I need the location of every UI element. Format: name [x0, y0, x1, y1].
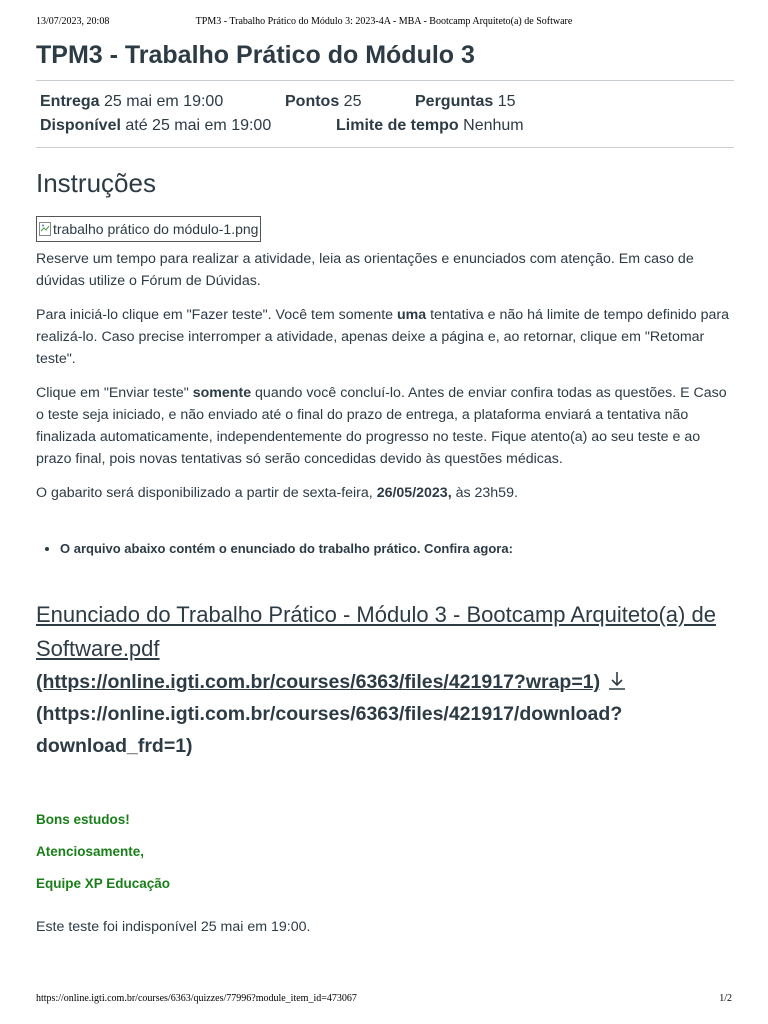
meta-limite-label: Limite de tempo	[336, 117, 459, 134]
paragraph-3	[36, 382, 734, 470]
download-icon[interactable]	[606, 670, 628, 692]
paragraph-3-bold: somente	[192, 385, 252, 401]
broken-image	[36, 216, 261, 242]
meta-pontos-value: 25	[343, 93, 362, 110]
sign-off-line-1: Bons estudos!	[36, 812, 130, 827]
paragraph-4	[36, 482, 734, 504]
print-url: https://online.igti.com.br/courses/6363/quizzes/77996?module_item_id=473067	[36, 993, 357, 1004]
bullet-item: • O arquivo abaixo contém o enunciado do trabalho prático. Confira agora:	[60, 538, 734, 560]
paragraph-2-a: Para iniciá-lo clique em "Fazer teste". Você tem somente	[36, 307, 397, 323]
instructions-heading: Instruções	[36, 168, 156, 198]
quiz-content	[36, 36, 734, 938]
broken-image-icon	[39, 222, 51, 236]
meta-row-1	[40, 90, 734, 114]
meta-perguntas-label: Perguntas	[415, 93, 494, 110]
paragraph-2-bold: uma	[396, 307, 427, 323]
bullet-list	[36, 538, 734, 560]
meta-perguntas-value: 15	[497, 93, 516, 110]
page-title: TPM3 - Trabalho Prático do Módulo 3	[36, 41, 475, 69]
quiz-meta	[36, 81, 734, 147]
meta-entrega	[40, 90, 223, 114]
print-page-number: 1/2	[719, 993, 732, 1004]
preview-link-row	[36, 666, 734, 698]
paragraph-3-c: quando você concluí-lo. Antes de enviar confira todas as questões. E Caso o teste seja iniciado, e não enviado até o final do prazo de entrega, a plataforma enviará a tentativa não finalizada automaticamente, independentemente do progresso no teste. Fique atento(a) ao seu teste e ao prazo final, pois novas tentativas só serão concedidas devido às questões médicas.	[36, 385, 727, 467]
paragraph-4-bold: 26/05/2023,	[376, 485, 452, 501]
paragraph-2	[36, 304, 734, 370]
divider-bottom	[36, 147, 734, 148]
broken-image-alt: trabalho prático do módulo-1.png	[53, 221, 259, 237]
sign-off-line-2: Atenciosamente,	[36, 844, 145, 859]
print-date: 13/07/2023, 20:08	[36, 16, 110, 27]
paragraph-2-c: tentativa e não há limite de tempo definido para realizá-lo. Caso precise interromper a atividade, apenas deixe a página e, ao retornar, clique em "Retomar teste".	[36, 307, 730, 367]
meta-limite-value: Nenhum	[463, 117, 524, 134]
preview-link[interactable]: (https://online.igti.com.br/courses/6363/files/421917?wrap=1)	[36, 671, 601, 693]
meta-pontos-label: Pontos	[285, 93, 340, 110]
meta-disponivel	[40, 114, 271, 138]
meta-disponivel-label: Disponível	[40, 117, 121, 134]
sign-off-line-3: Equipe XP Educação	[36, 876, 171, 891]
print-footer	[36, 993, 732, 1007]
paragraph-4-a: O gabarito será disponibilizado a partir de sexta-feira,	[36, 485, 377, 501]
meta-entrega-label: Entrega	[40, 93, 100, 110]
meta-pontos	[285, 90, 361, 114]
download-link-continued[interactable]: download_frd=1)	[36, 735, 193, 757]
file-links	[36, 666, 734, 762]
meta-disponivel-value: até 25 mai em 19:00	[125, 117, 272, 134]
download-link[interactable]: (https://online.igti.com.br/courses/6363/files/421917/download?	[36, 703, 623, 725]
meta-row-2	[40, 114, 734, 138]
meta-entrega-value: 25 mai em 19:00	[104, 93, 224, 110]
meta-perguntas	[415, 90, 516, 114]
paragraph-1: Reserve um tempo para realizar a atividade, leia as orientações e enunciados com atenção. Em caso de dúvidas utilize o Fórum de Dúvidas.	[36, 251, 694, 289]
paragraph-4-c: às 23h59.	[451, 485, 518, 501]
paragraph-3-a: Clique em "Enviar teste"	[36, 385, 193, 401]
print-header	[36, 16, 732, 30]
print-document-title: TPM3 - Trabalho Prático do Módulo 3: 2023-4A - MBA - Bootcamp Arquiteto(a) de Software	[195, 16, 573, 27]
closing-text: Este teste foi indisponível 25 mai em 19:00.	[36, 919, 311, 935]
meta-limite	[336, 114, 524, 138]
file-link-title[interactable]: Enunciado do Trabalho Prático - Módulo 3 - Bootcamp Arquiteto(a) de Software.pdf	[36, 602, 716, 661]
